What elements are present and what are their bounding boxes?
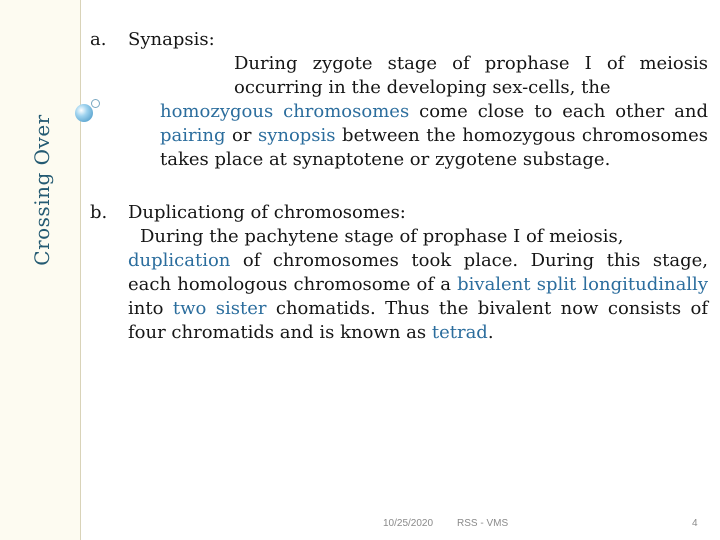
body-text: or [225, 125, 258, 146]
body-text: between the homozygous chromosomes takes place at synaptotene or zygotene substage. [160, 125, 708, 170]
highlight-text: two sister [172, 298, 267, 319]
footer-date: 10/25/2020 [383, 518, 434, 529]
item-title: Duplicationg of chromosomes: [128, 202, 406, 223]
item-title: Synapsis: [128, 29, 215, 50]
highlight-text: synopsis [257, 125, 336, 146]
item-marker: a. [90, 29, 107, 50]
item-body [90, 52, 708, 172]
sidebar-divider [80, 0, 81, 540]
body-text: During the pachytene stage of prophase I of meiosis, [140, 226, 624, 247]
body-text: chomatids. Thus the bivalent now consists of four chromatids and is known as [128, 298, 708, 343]
item-duplication [90, 201, 708, 345]
highlight-text: homozygous chromosomes [160, 101, 410, 122]
highlight-text: duplication [128, 250, 231, 271]
item-marker: b. [90, 202, 108, 223]
footer-org: RSS - VMS [457, 518, 509, 529]
slide-content [90, 28, 708, 345]
body-text: come close to each other and [409, 101, 708, 122]
body-text: . [487, 322, 494, 343]
highlight-text: pairing [160, 125, 226, 146]
item-synapsis [90, 28, 708, 172]
body-text: of chromosomes took place. During this stage, each homologous chromosome of a [128, 250, 708, 295]
item-heading [90, 28, 708, 52]
sidebar [0, 0, 80, 540]
page-number: 4 [692, 518, 698, 529]
highlight-text: bivalent split longitudinally [457, 274, 708, 295]
body-text: into [128, 298, 173, 319]
item-body [90, 225, 708, 345]
body-text: During zygote stage of prophase I of meiosis occurring in the developing sex-cells, the [234, 53, 708, 98]
item-heading [90, 201, 708, 225]
highlight-text: tetrad [431, 322, 488, 343]
vertical-title: Crossing Over [30, 114, 54, 266]
